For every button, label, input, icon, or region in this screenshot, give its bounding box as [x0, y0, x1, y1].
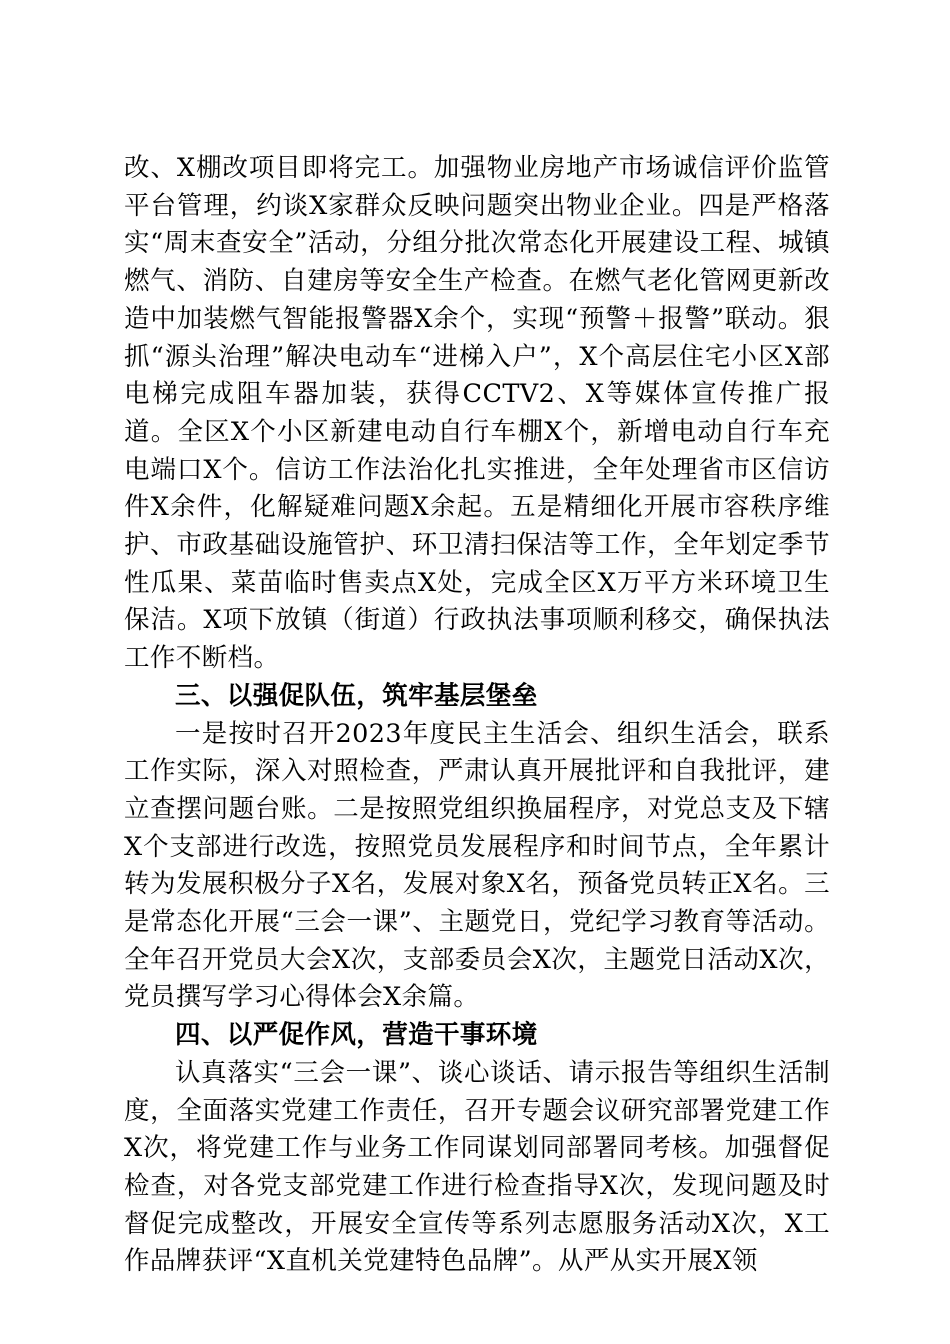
section-heading-4: 四、以严促作风，营造干事环境: [175, 1020, 538, 1051]
document-page: [124, 150, 830, 1281]
body-paragraph-3: 认真落实“三会一课”、谈心谈话、请示报告等组织生活制度，全面落实党建工作责任，召开专题会议研究部署党建工作X次，将党建工作与业务工作同谋划同部署同考核。加强督促检查，对各党支部党建工作进行检查指导X次，发现问题及时督促完成整改，开展安全宣传等系列志愿服务活动X次，X工作品牌获评“X直机关党建特色品牌”。从严从实开展X领: [124, 1057, 830, 1277]
section-heading-3: 三、以强促队伍，筑牢基层堡垒: [175, 680, 538, 711]
body-paragraph-2: 一是按时召开2023年度民主生活会、组织生活会，联系工作实际，深入对照检查，严肃认真开展批评和自我批评，建立查摆问题台账。二是按照党组织换届程序，对党总支及下辖X个支部进行改选，按照党员发展程序和时间节点，全年累计转为发展积极分子X名，发展对象X名，预备党员转正X名。三是常态化开展“三会一课”、主题党日，党纪学习教育等活动。全年召开党员大会X次，支部委员会X次，主题党日活动X次，党员撰写学习心得体会X余篇。: [124, 718, 830, 1013]
body-paragraph-1: 改、X棚改项目即将完工。加强物业房地产市场诚信评价监管平台管理，约谈X家群众反映问题突出物业企业。四是严格落实“周末查安全”活动，分组分批次常态化开展建设工程、城镇燃气、消防、自建房等安全生产检查。在燃气老化管网更新改造中加装燃气智能报警器X余个，实现“预警＋报警”联动。狠抓“源头治理”解决电动车“进梯入户”，X个高层住宅小区X部电梯完成阻车器加装，获得CCTV2、X等媒体宣传推广报道。全区X个小区新建电动自行车棚X个，新增电动自行车充电端口X个。信访工作法治化扎实推进，全年处理省市区信访件X余件，化解疑难问题X余起。五是精细化开展市容秩序维护、市政基础设施管护、环卫清扫保洁等工作，全年划定季节性瓜果、菜苗临时售卖点X处，完成全区X万平方米环境卫生保洁。X项下放镇（街道）行政执法事项顺利移交，确保执法工作不断档。: [124, 153, 830, 674]
